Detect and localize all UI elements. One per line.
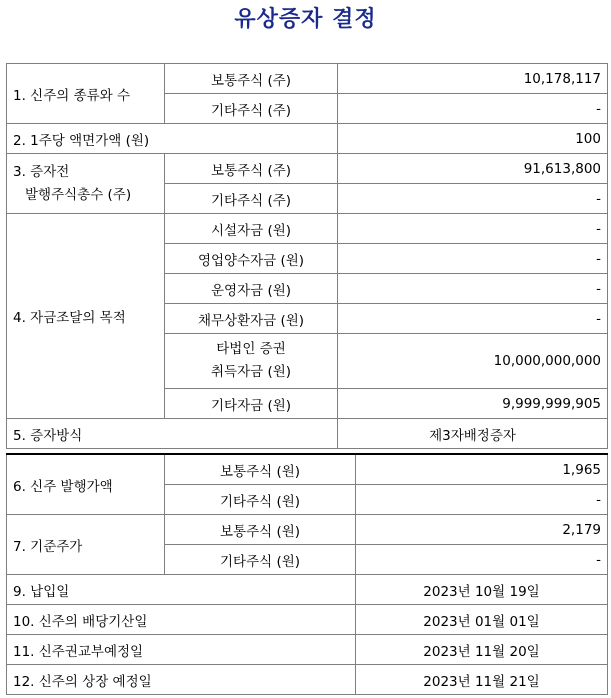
listing-date-value: 2023년 11월 21일 bbox=[356, 665, 608, 695]
facility-fund-value: - bbox=[338, 214, 608, 244]
capital-increase-table-price bbox=[6, 453, 608, 575]
pre-other-shares-value: - bbox=[338, 184, 608, 214]
issue-price-common-value: 1,965 bbox=[356, 454, 608, 485]
table-row bbox=[7, 665, 608, 695]
pre-shares-label-line2: 발행주식총수 (주) bbox=[25, 186, 132, 203]
debt-repayment-fund-value: - bbox=[338, 304, 608, 334]
acquisition-fund-value: - bbox=[338, 244, 608, 274]
other-shares-label: 기타주식 (주) bbox=[165, 184, 338, 214]
pre-shares-label bbox=[7, 154, 165, 214]
table-row bbox=[7, 124, 608, 154]
operating-fund-label: 운영자금 (원) bbox=[165, 274, 338, 304]
payment-date-value: 2023년 10월 19일 bbox=[356, 575, 608, 605]
other-shares-label: 기타주식 (원) bbox=[165, 485, 356, 515]
delivery-date-value: 2023년 11월 20일 bbox=[356, 635, 608, 665]
base-price-label: 7. 기준주가 bbox=[7, 515, 165, 575]
base-price-other-value: - bbox=[356, 545, 608, 575]
table-row bbox=[7, 454, 608, 485]
common-shares-label: 보통주식 (주) bbox=[165, 154, 338, 184]
new-other-shares-value: - bbox=[338, 94, 608, 124]
securities-fund-label-line2: 취득자금 (원) bbox=[210, 364, 292, 380]
other-fund-label: 기타자금 (원) bbox=[165, 389, 338, 419]
table-row bbox=[7, 515, 608, 545]
other-shares-label: 기타주식 (주) bbox=[165, 94, 338, 124]
table-row bbox=[7, 214, 608, 244]
method-label: 5. 증자방식 bbox=[7, 419, 338, 449]
securities-fund-label bbox=[165, 334, 338, 389]
common-shares-label: 보통주식 (원) bbox=[165, 515, 356, 545]
table-row bbox=[7, 64, 608, 94]
common-shares-label: 보통주식 (원) bbox=[165, 454, 356, 485]
facility-fund-label: 시설자금 (원) bbox=[165, 214, 338, 244]
table-row bbox=[7, 635, 608, 665]
document-title: 유상증자 결정 bbox=[234, 6, 377, 32]
debt-repayment-fund-label: 채무상환자금 (원) bbox=[165, 304, 338, 334]
issue-price-other-value: - bbox=[356, 485, 608, 515]
listing-date-label: 12. 신주의 상장 예정일 bbox=[7, 665, 356, 695]
delivery-date-label: 11. 신주권교부예정일 bbox=[7, 635, 356, 665]
dividend-date-value: 2023년 01월 01일 bbox=[356, 605, 608, 635]
pre-shares-label-line1: 3. 증자전 bbox=[13, 163, 70, 180]
securities-fund-value: 10,000,000,000 bbox=[338, 334, 608, 389]
table-row bbox=[7, 575, 608, 605]
new-shares-label: 1. 신주의 종류와 수 bbox=[7, 64, 165, 124]
acquisition-fund-label: 영업양수자금 (원) bbox=[165, 244, 338, 274]
par-value-value: 100 bbox=[338, 124, 608, 154]
table-row bbox=[7, 154, 608, 184]
capital-increase-table-dates bbox=[6, 574, 608, 695]
purpose-label: 4. 자금조달의 목적 bbox=[7, 214, 165, 419]
issue-price-label: 6. 신주 발행가액 bbox=[7, 454, 165, 515]
base-price-common-value: 2,179 bbox=[356, 515, 608, 545]
other-fund-value: 9,999,999,905 bbox=[338, 389, 608, 419]
common-shares-label: 보통주식 (주) bbox=[165, 64, 338, 94]
capital-increase-table-top bbox=[6, 63, 608, 449]
table-row bbox=[7, 419, 608, 449]
other-shares-label: 기타주식 (원) bbox=[165, 545, 356, 575]
dividend-date-label: 10. 신주의 배당기산일 bbox=[7, 605, 356, 635]
operating-fund-value: - bbox=[338, 274, 608, 304]
securities-fund-label-line1: 타법인 증권 bbox=[216, 341, 286, 357]
par-value-label: 2. 1주당 액면가액 (원) bbox=[7, 124, 338, 154]
new-common-shares-value: 10,178,117 bbox=[338, 64, 608, 94]
method-value: 제3자배정증자 bbox=[338, 419, 608, 449]
payment-date-label: 9. 납입일 bbox=[7, 575, 356, 605]
table-row bbox=[7, 605, 608, 635]
pre-common-shares-value: 91,613,800 bbox=[338, 154, 608, 184]
